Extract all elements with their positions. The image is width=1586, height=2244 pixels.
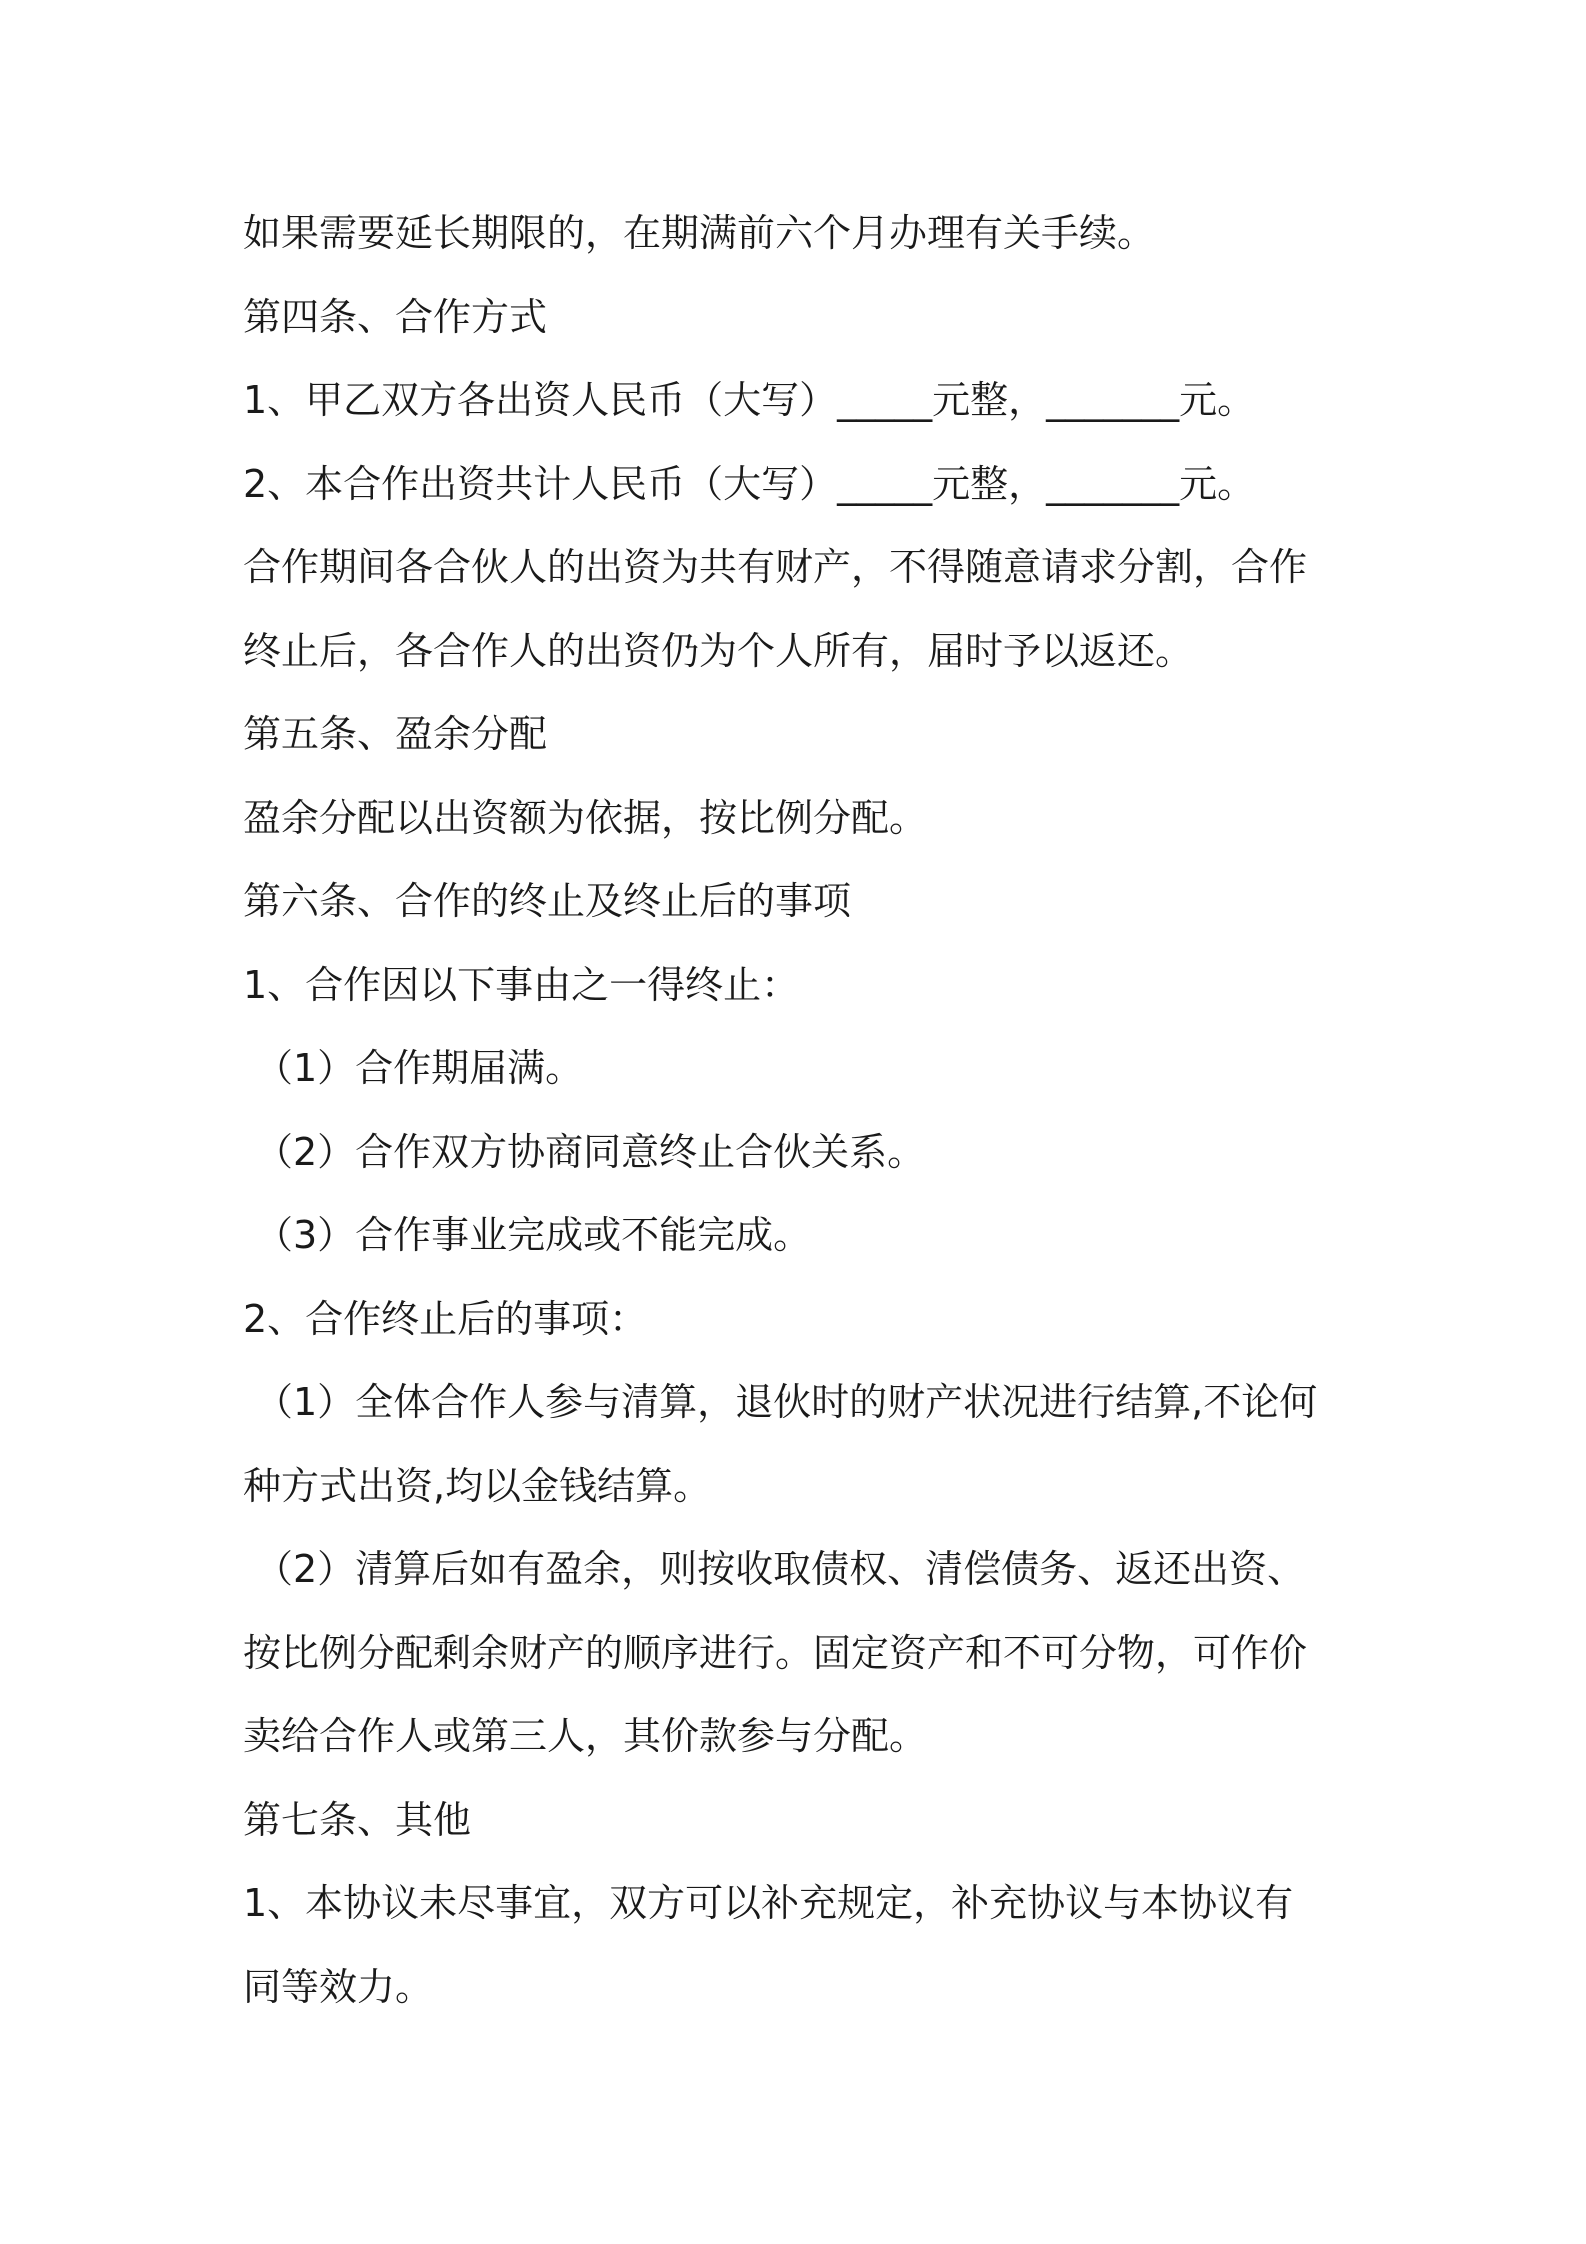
list-item-termination-3: （3）合作事业完成或不能完成。 [255,1213,812,1257]
list-item-after-termination-2-cont: 按比例分配剩余财产的顺序进行。固定资产和不可分物，可作价 [243,1630,1308,1675]
list-item-after-termination-1: （1）全体合作人参与清算，退伙时的财产状况进行结算,不论何 [255,1380,1318,1424]
article-6-heading: 第六条、合作的终止及终止后的事项 [243,879,852,923]
paragraph-supplementary-cont: 同等效力。 [243,1964,434,2009]
paragraph-common-property-cont: 终止后，各合作人的出资仍为个人所有，届时予以返还。 [243,628,1194,673]
article-7-heading: 第七条、其他 [243,1797,472,1842]
article-5-heading: 第五条、盈余分配 [243,712,548,756]
document-body [243,192,1363,2029]
paragraph-supplementary: 1、本协议未尽事宜，双方可以补充规定，补充协议与本协议有 [243,1881,1294,1925]
paragraph-termination-causes: 1、合作因以下事由之一得终止： [243,962,800,1007]
paragraph-capital-each: 1、甲乙双方各出资人民币（大写）_____元整，_______元。 [243,378,1256,422]
list-item-termination-2: （2）合作双方协商同意终止合伙关系。 [255,1129,926,1174]
list-item-after-termination-1-cont: 种方式出资,均以金钱结算。 [243,1463,712,1508]
paragraph-common-property: 合作期间各合伙人的出资为共有财产，不得随意请求分割，合作 [243,545,1308,589]
paragraph-extension-term: 如果需要延长期限的，在期满前六个月办理有关手续。 [243,211,1156,255]
article-4-heading: 第四条、合作方式 [243,294,548,339]
list-item-termination-1: （1）合作期届满。 [255,1046,584,1090]
list-item-after-termination-2-cont-2: 卖给合作人或第三人，其价款参与分配。 [243,1714,928,1758]
paragraph-profit-distribution: 盈余分配以出资额为依据，按比例分配。 [243,795,928,840]
paragraph-after-termination: 2、合作终止后的事项： [243,1296,648,1341]
paragraph-capital-total: 2、本合作出资共计人民币（大写）_____元整，_______元。 [243,461,1256,506]
list-item-after-termination-2: （2）清算后如有盈余，则按收取债权、清偿债务、返还出资、 [255,1547,1306,1591]
